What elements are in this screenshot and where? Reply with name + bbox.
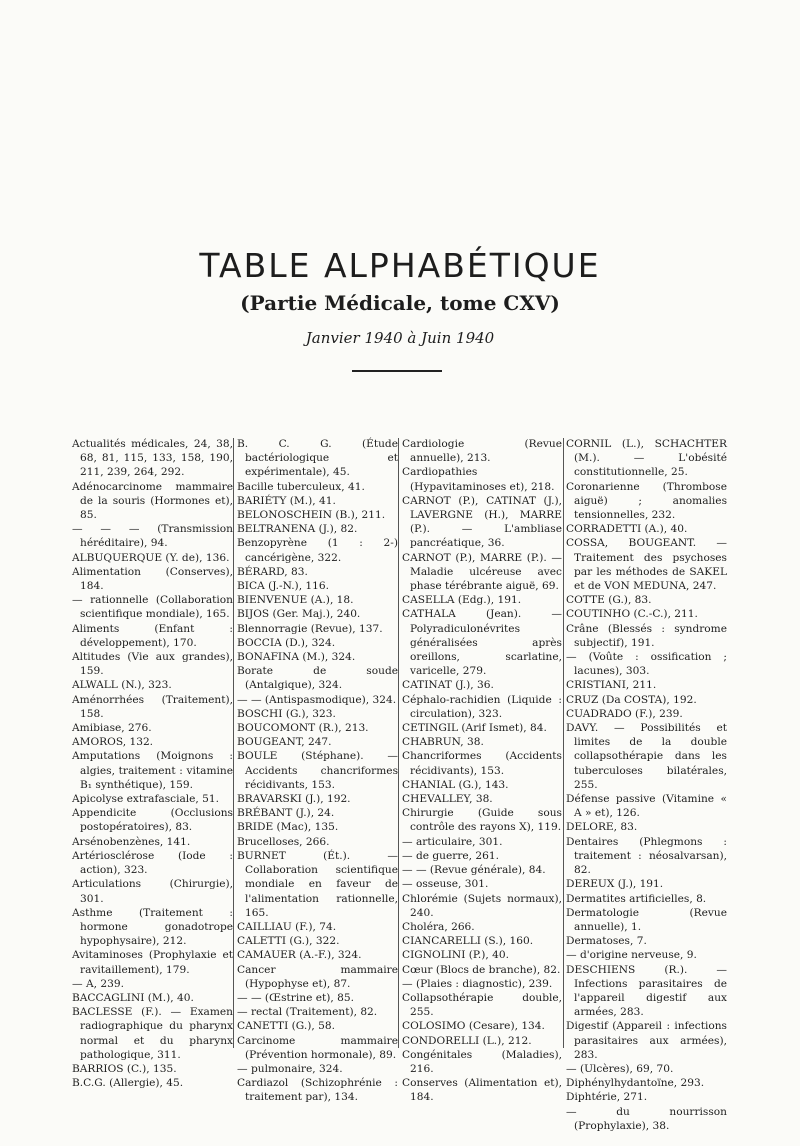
index-entry: Dermatoses, 7. [566, 935, 647, 948]
index-entry: BICA (J.-N.), 116. [237, 580, 330, 593]
index-entry: AMOROS, 132. [72, 736, 154, 749]
index-entry: Cardiologie (Revue annuelle), 213. [402, 438, 562, 465]
index-entry: — (Voûte : ossification ; lacunes), 303. [566, 651, 727, 678]
index-entry: Aménorrhées (Traitement), 158. [72, 693, 233, 720]
index-entry: — (Plaies : diagnostic), 239. [402, 977, 553, 990]
index-entry: CHANIAL (G.), 143. [402, 778, 509, 791]
index-entry: BOSCHI (G.), 323. [237, 707, 336, 720]
index-entry: BOULE (Stéphane). — Accidents chancriformes récidivants, 153. [237, 750, 398, 791]
column-divider [398, 438, 399, 1048]
index-entry: Brucelloses, 266. [237, 835, 330, 848]
index-entry: Blennorragie (Revue), 137. [237, 622, 383, 635]
index-entry: Benzopyrène (1 : 2-) cancérigène, 322. [237, 537, 398, 564]
index-entry: — du nourrisson (Prophylaxie), 38. [566, 1105, 727, 1132]
index-entry: DESCHIENS (R.). — Infections parasitaires de l'appareil digestif aux armées, 283. [566, 963, 727, 1019]
index-entry: COTTE (G.), 83. [566, 594, 652, 607]
index-entry: Cœur (Blocs de branche), 82. [402, 963, 561, 976]
page-subtitle: (Partie Médicale, tome CXV) [240, 291, 560, 315]
index-entry: Digestif (Appareil : infections parasitaires aux armées), 283. [566, 1020, 727, 1061]
index-entry: Dermatologie (Revue annuelle), 1. [566, 906, 727, 933]
column-divider [563, 438, 564, 1048]
index-entry: Apicolyse extrafasciale, 51. [72, 793, 220, 806]
index-entry: CARNOT (P.), MARRE (P.). — Maladie ulcéreuse avec phase térébrante aiguë, 69. [402, 551, 562, 593]
index-entry: Céphalo-rachidien (Liquide : circulation), 323. [402, 693, 562, 720]
index-entry: — — (Œstrine et), 85. [237, 991, 354, 1004]
index-entry: — de guerre, 261. [402, 849, 499, 862]
index-entry: CUADRADO (F.), 239. [566, 707, 683, 720]
index-entry: BURNET (Ét.). — Collaboration scientifique mondiale en faveur de l'alimentation rationnelle, 165. [237, 849, 398, 919]
index-entry: CRUZ (Da COSTA), 192. [566, 693, 697, 706]
index-entry: DEREUX (J.), 191. [566, 878, 664, 891]
index-entry: CETINGIL (Arif Ismet), 84. [402, 722, 547, 735]
index-entry: Défense passive (Vitamine « A » et), 126. [566, 793, 727, 820]
index-entry: — A, 239. [72, 977, 124, 990]
index-entry: BRÉBANT (J.), 24. [237, 807, 335, 820]
index-entry: BARIÉTY (M.), 41. [237, 494, 336, 507]
index-entry: BOUGEANT, 247. [237, 736, 332, 749]
index-entry: Appendicite (Occlusions postopératoires), 83. [72, 807, 233, 834]
index-column-4 [566, 437, 727, 1133]
index-entry: CORNIL (L.), SCHACHTER (M.). — L'obésité constitutionnelle, 25. [566, 438, 727, 479]
index-entry: BACCAGLINI (M.), 40. [72, 991, 194, 1004]
index-entry: CHEVALLEY, 38. [402, 793, 493, 806]
index-entry: BOCCIA (D.), 324. [237, 636, 336, 649]
index-entry: — d'origine nerveuse, 9. [566, 949, 697, 962]
index-entry: DELORE, 83. [566, 821, 638, 834]
index-entry: DAVY. — Possibilités et limites de la double collapsothérapie dans les tuberculoses bilatérales, 255. [566, 722, 727, 791]
index-entry: Cancer mammaire (Hypophyse et), 87. [237, 963, 398, 990]
index-entry: — (Ulcères), 69, 70. [566, 1062, 674, 1075]
index-entry: — articulaire, 301. [402, 835, 503, 848]
index-entry: COLOSIMO (Cesare), 134. [402, 1020, 545, 1033]
index-entry: Crâne (Blessés : syndrome subjectif), 191. [566, 622, 727, 649]
index-entry: — pulmonaire, 324. [237, 1062, 343, 1075]
index-entry: BACLESSE (F.). — Examen radiographique du pharynx normal et du pharynx pathologique, 311. [72, 1006, 233, 1061]
index-entry: Actualités médicales, 24, 38, 68, 81, 115, 133, 158, 190, 211, 239, 264, 292. [72, 438, 233, 479]
index-entry: CIANCARELLI (S.), 160. [402, 935, 534, 948]
index-entry: BARRIOS (C.), 135. [72, 1062, 177, 1075]
index-entry: — rectal (Traitement), 82. [237, 1006, 378, 1019]
index-entry: Amputations (Moignons : algies, traitement : vitamine B₁ synthétique), 159. [72, 750, 233, 791]
index-entry: Altitudes (Vie aux grandes), 159. [72, 651, 233, 678]
index-entry: BRIDE (Mac), 135. [237, 821, 339, 834]
index-entry: CALETTI (G.), 322. [237, 935, 340, 948]
index-entry: Dermatites artificielles, 8. [566, 892, 707, 905]
column-divider [233, 438, 234, 1048]
index-entry: CRISTIANI, 211. [566, 679, 657, 692]
page-title: TABLE ALPHABÉTIQUE [199, 246, 601, 285]
index-entry: BRAVARSKI (J.), 192. [237, 793, 351, 806]
index-entry: Cardiazol (Schizophrénie : traitement par), 134. [237, 1077, 398, 1104]
index-entry: Alimentation (Conserves), 184. [72, 565, 233, 593]
index-entry: Diphtérie, 271. [566, 1091, 648, 1104]
index-entry: BOUCOMONT (R.), 213. [237, 722, 369, 735]
title-rule [352, 370, 442, 372]
index-entry: Conserves (Alimentation et), 184. [402, 1077, 562, 1104]
index-entry: Diphénylhydantoïne, 293. [566, 1077, 705, 1090]
index-entry: CAMAUER (A.-F.), 324. [237, 949, 362, 962]
index-entry: Collapsothérapie double, 255. [402, 991, 562, 1019]
index-entry: — rationnelle (Collaboration scientifique mondiale), 165. [72, 594, 233, 621]
index-column-2 [237, 437, 398, 1105]
index-entry: Chlorémie (Sujets normaux), 240. [402, 892, 562, 919]
index-entry: — osseuse, 301. [402, 878, 489, 891]
index-entry: Adénocarcinome mammaire de la souris (Hormones et), 85. [72, 480, 233, 522]
index-entry: Articulations (Chirurgie), 301. [72, 878, 233, 905]
index-entry: CORRADETTI (A.), 40. [566, 523, 688, 536]
index-entry: CATHALA (Jean). — Polyradiculonévrites généralisées après oreillons, scarlatine, varicelle, 279. [402, 608, 562, 678]
index-entry: CARNOT (P.), CATINAT (J.), LAVERGNE (H.), MARRE (P.). — L'ambliase pancréatique, 36. [402, 494, 562, 550]
index-entry: CAILLIAU (F.), 74. [237, 920, 337, 933]
index-entry: BELONOSCHEIN (B.), 211. [237, 509, 386, 522]
index-column-3 [402, 437, 562, 1105]
index-entry: BÉRARD, 83. [237, 565, 308, 578]
index-entry: BONAFINA (M.), 324. [237, 651, 356, 664]
index-entry: — — (Revue générale), 84. [402, 864, 546, 877]
index-entry: CATINAT (J.), 36. [402, 679, 494, 692]
index-entry: ALBUQUERQUE (Y. de), 136. [72, 551, 230, 564]
index-entry: Asthme (Traitement : hormone gonadotrope hypophysaire), 212. [72, 906, 233, 948]
index-entry: Cardiopathies (Hypavitaminoses et), 218. [402, 466, 555, 493]
index-entry: B.C.G. (Allergie), 45. [72, 1077, 184, 1090]
index-entry: Artériosclérose (Iode : action), 323. [72, 849, 233, 877]
index-entry: CONDORELLI (L.), 212. [402, 1034, 532, 1047]
index-entry: CIGNOLINI (P.), 40. [402, 949, 509, 962]
index-column-1 [72, 437, 233, 1090]
index-entry: COUTINHO (C.-C.), 211. [566, 608, 698, 621]
index-entry: — — (Antispasmodique), 324. [237, 693, 397, 706]
index-entry: B. C. G. (Étude bactériologique et expérimentale), 45. [237, 438, 398, 479]
index-entry: Borate de soude (Antalgique), 324. [237, 665, 398, 692]
index-entry: Avitaminoses (Prophylaxie et ravitaillement), 179. [72, 949, 233, 976]
index-entry: Chirurgie (Guide sous contrôle des rayons X), 119. [402, 807, 562, 834]
index-entry: Chancriformes (Accidents récidivants), 153. [402, 750, 562, 777]
index-entry: Arsénobenzènes, 141. [72, 835, 191, 848]
index-entry: CANETTI (G.), 58. [237, 1020, 335, 1033]
index-entry: CHABRUN, 38. [402, 736, 484, 749]
index-entry: BIENVENUE (A.), 18. [237, 594, 354, 607]
index-entry: Coronarienne (Thrombose aiguë) ; anomalies tensionnelles, 232. [566, 480, 727, 522]
index-entry: Choléra, 266. [402, 920, 475, 933]
period-line: Janvier 1940 à Juin 1940 [305, 329, 495, 347]
index-entry: ALWALL (N.), 323. [72, 679, 172, 692]
index-entry: COSSA, BOUGEANT. — Traitement des psychoses par les méthodes de SAKEL et de VON MEDUNA, 247. [566, 537, 727, 593]
index-entry: CASELLA (Edg.), 191. [402, 594, 522, 607]
index-entry: — — — (Transmission héréditaire), 94. [72, 523, 233, 550]
index-entry: BELTRANENA (J.), 82. [237, 523, 358, 536]
index-entry: Aliments (Enfant : développement), 170. [72, 622, 233, 649]
index-entry: Bacille tuberculeux, 41. [237, 480, 365, 493]
index-entry: Amibiase, 276. [72, 722, 152, 735]
index-entry: Dentaires (Phlegmons : traitement : néosalvarsan), 82. [566, 835, 727, 877]
index-entry: Carcinome mammaire (Prévention hormonale), 89. [237, 1034, 398, 1061]
index-entry: BIJOS (Ger. Maj.), 240. [237, 608, 361, 621]
index-entry: Congénitales (Maladies), 216. [402, 1048, 562, 1075]
